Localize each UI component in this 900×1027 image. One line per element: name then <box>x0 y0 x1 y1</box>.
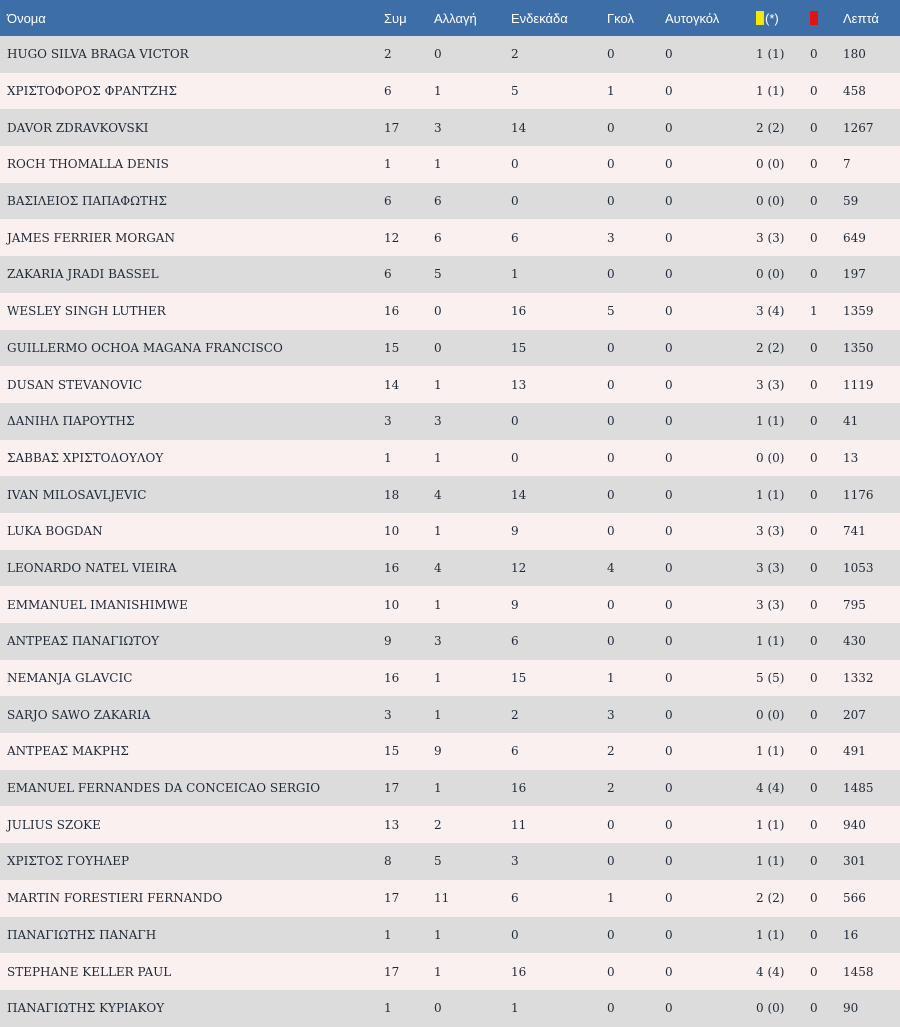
cell-substitutions: 1 <box>434 157 442 172</box>
cell-goals: 3 <box>607 707 615 722</box>
cell-appearances: 2 <box>384 47 392 62</box>
cell-substitutions: 9 <box>434 744 442 759</box>
cell-goals: 0 <box>607 377 615 392</box>
cell-own-goals: 0 <box>665 377 673 392</box>
cell-appearances: 10 <box>384 597 400 612</box>
table-row <box>0 843 900 880</box>
table-row <box>0 880 900 917</box>
cell-name: ΑΝΤΡΕΑΣ ΜΑΚΡΗΣ <box>7 744 129 759</box>
cell-substitutions: 0 <box>434 304 442 319</box>
table-header <box>0 0 900 36</box>
cell-minutes: 458 <box>843 84 866 99</box>
cell-starting: 1 <box>511 1001 519 1016</box>
cell-name: STEPHANE KELLER PAUL <box>7 964 172 979</box>
cell-substitutions: 4 <box>434 560 442 575</box>
cell-yellow-cards: 0 (0) <box>756 267 785 282</box>
cell-minutes: 491 <box>843 744 866 759</box>
table-row <box>0 109 900 146</box>
cell-starting: 0 <box>511 450 519 465</box>
cell-name: JULIUS SZOKE <box>7 817 101 832</box>
cell-name: IVAN MILOSAVLJEVIC <box>7 487 147 502</box>
table-row <box>0 660 900 697</box>
cell-minutes: 795 <box>843 597 866 612</box>
cell-minutes: 207 <box>843 707 866 722</box>
cell-goals: 1 <box>607 84 615 99</box>
cell-red-cards: 0 <box>810 157 818 172</box>
cell-appearances: 16 <box>384 671 400 686</box>
cell-appearances: 10 <box>384 524 400 539</box>
table-row <box>0 513 900 550</box>
cell-own-goals: 0 <box>665 854 673 869</box>
cell-minutes: 566 <box>843 891 866 906</box>
cell-red-cards: 0 <box>810 964 818 979</box>
cell-red-cards: 0 <box>810 781 818 796</box>
cell-minutes: 13 <box>843 450 859 465</box>
cell-substitutions: 1 <box>434 597 442 612</box>
table-row <box>0 146 900 183</box>
cell-minutes: 180 <box>843 47 866 62</box>
cell-starting: 6 <box>511 230 519 245</box>
cell-goals: 0 <box>607 157 615 172</box>
cell-own-goals: 0 <box>665 524 673 539</box>
cell-starting: 0 <box>511 157 519 172</box>
cell-own-goals: 0 <box>665 414 673 429</box>
cell-goals: 0 <box>607 267 615 282</box>
cell-goals: 2 <box>607 744 615 759</box>
table-row <box>0 73 900 110</box>
cell-name: ROCH THOMALLA DENIS <box>7 157 169 172</box>
cell-appearances: 8 <box>384 854 392 869</box>
cell-starting: 14 <box>511 120 527 135</box>
cell-red-cards: 0 <box>810 487 818 502</box>
cell-yellow-cards: 1 (1) <box>756 634 785 649</box>
cell-goals: 0 <box>607 854 615 869</box>
cell-substitutions: 1 <box>434 707 442 722</box>
table-row <box>0 219 900 256</box>
cell-goals: 0 <box>607 47 615 62</box>
cell-yellow-cards: 0 (0) <box>756 194 785 209</box>
cell-own-goals: 0 <box>665 634 673 649</box>
red-card-icon <box>810 11 818 25</box>
cell-goals: 5 <box>607 304 615 319</box>
cell-own-goals: 0 <box>665 781 673 796</box>
cell-red-cards: 0 <box>810 671 818 686</box>
cell-yellow-cards: 0 (0) <box>756 450 785 465</box>
cell-name: LEONARDO NATEL VIEIRA <box>7 560 177 575</box>
cell-substitutions: 5 <box>434 854 442 869</box>
cell-name: EMMANUEL IMANISHIMWE <box>7 597 188 612</box>
cell-minutes: 649 <box>843 230 866 245</box>
cell-appearances: 13 <box>384 817 400 832</box>
cell-yellow-cards: 3 (3) <box>756 230 785 245</box>
cell-minutes: 1332 <box>843 671 874 686</box>
cell-yellow-cards: 3 (3) <box>756 597 785 612</box>
cell-own-goals: 0 <box>665 597 673 612</box>
cell-goals: 0 <box>607 414 615 429</box>
cell-name: ΒΑΣΙΛΕΙΟΣ ΠΑΠΑΦΩΤΗΣ <box>7 194 168 209</box>
cell-name: DAVOR ZDRAVKOVSKI <box>7 120 149 135</box>
cell-red-cards: 0 <box>810 194 818 209</box>
cell-substitutions: 1 <box>434 927 442 942</box>
cell-name: ΧΡΙΣΤΟΦΟΡΟΣ ΦΡΑΝΤΖΗΣ <box>7 84 177 99</box>
cell-name: HUGO SILVA BRAGA VICTOR <box>7 47 189 62</box>
cell-appearances: 16 <box>384 304 400 319</box>
cell-starting: 2 <box>511 47 519 62</box>
cell-minutes: 7 <box>843 157 851 172</box>
cell-red-cards: 0 <box>810 414 818 429</box>
cell-substitutions: 3 <box>434 120 442 135</box>
cell-own-goals: 0 <box>665 964 673 979</box>
table-row <box>0 366 900 403</box>
cell-own-goals: 0 <box>665 891 673 906</box>
cell-own-goals: 0 <box>665 927 673 942</box>
cell-red-cards: 0 <box>810 891 818 906</box>
cell-starting: 2 <box>511 707 519 722</box>
cell-yellow-cards: 2 (2) <box>756 891 785 906</box>
cell-minutes: 1176 <box>843 487 874 502</box>
header-row <box>0 0 900 36</box>
cell-name: ΔΑΝΙΗΛ ΠΑΡΟΥΤΗΣ <box>7 414 135 429</box>
cell-own-goals: 0 <box>665 340 673 355</box>
cell-substitutions: 1 <box>434 524 442 539</box>
cell-name: ZAKARIA JRADI BASSEL <box>7 267 159 282</box>
cell-yellow-cards: 3 (3) <box>756 560 785 575</box>
cell-substitutions: 0 <box>434 340 442 355</box>
cell-red-cards: 1 <box>810 304 818 319</box>
cell-goals: 4 <box>607 560 615 575</box>
cell-appearances: 15 <box>384 744 400 759</box>
cell-goals: 0 <box>607 340 615 355</box>
cell-appearances: 1 <box>384 450 392 465</box>
cell-yellow-cards: 1 (1) <box>756 487 785 502</box>
cell-name: ΧΡΙΣΤΟΣ ΓΟΥΗΛΕΡ <box>7 854 130 869</box>
cell-yellow-cards: 3 (4) <box>756 304 785 319</box>
cell-name: ΠΑΝΑΓΙΩΤΗΣ ΚΥΡΙΑΚΟΥ <box>7 1001 165 1016</box>
cell-yellow-cards: 0 (0) <box>756 1001 785 1016</box>
cell-own-goals: 0 <box>665 47 673 62</box>
table-row <box>0 256 900 293</box>
cell-starting: 16 <box>511 781 527 796</box>
cell-red-cards: 0 <box>810 377 818 392</box>
table-row <box>0 990 900 1027</box>
table-row <box>0 623 900 660</box>
cell-minutes: 59 <box>843 194 859 209</box>
cell-own-goals: 0 <box>665 817 673 832</box>
cell-yellow-cards: 2 (2) <box>756 340 785 355</box>
cell-goals: 0 <box>607 927 615 942</box>
cell-name: ΑΝΤΡΕΑΣ ΠΑΝΑΓΙΩΤΟΥ <box>7 634 160 649</box>
cell-red-cards: 0 <box>810 597 818 612</box>
cell-yellow-cards: 3 (3) <box>756 524 785 539</box>
cell-minutes: 1359 <box>843 304 874 319</box>
cell-substitutions: 1 <box>434 450 442 465</box>
cell-appearances: 12 <box>384 230 400 245</box>
cell-starting: 9 <box>511 524 519 539</box>
header-name[interactable]: Όνομα <box>7 10 46 26</box>
cell-appearances: 16 <box>384 560 400 575</box>
cell-yellow-cards: 1 (1) <box>756 84 785 99</box>
cell-name: GUILLERMO OCHOA MAGANA FRANCISCO <box>7 340 283 355</box>
cell-red-cards: 0 <box>810 340 818 355</box>
cell-yellow-cards: 1 (1) <box>756 854 785 869</box>
table-row <box>0 733 900 770</box>
cell-appearances: 3 <box>384 414 392 429</box>
cell-own-goals: 0 <box>665 1001 673 1016</box>
cell-starting: 9 <box>511 597 519 612</box>
cell-starting: 15 <box>511 671 527 686</box>
header-yellow-suffix: (*) <box>765 10 779 26</box>
header-substitutions[interactable]: Αλλαγή <box>434 10 477 26</box>
cell-appearances: 3 <box>384 707 392 722</box>
cell-minutes: 90 <box>843 1001 859 1016</box>
cell-minutes: 1053 <box>843 560 874 575</box>
cell-name: JAMES FERRIER MORGAN <box>7 230 175 245</box>
cell-starting: 6 <box>511 744 519 759</box>
cell-starting: 11 <box>511 817 527 832</box>
table-row <box>0 953 900 990</box>
cell-red-cards: 0 <box>810 524 818 539</box>
cell-red-cards: 0 <box>810 560 818 575</box>
cell-yellow-cards: 3 (3) <box>756 377 785 392</box>
cell-appearances: 17 <box>384 891 400 906</box>
cell-appearances: 18 <box>384 487 400 502</box>
cell-goals: 0 <box>607 597 615 612</box>
cell-appearances: 17 <box>384 964 400 979</box>
yellow-card-icon <box>756 11 764 25</box>
cell-appearances: 9 <box>384 634 392 649</box>
cell-minutes: 430 <box>843 634 866 649</box>
cell-minutes: 1119 <box>843 377 874 392</box>
cell-own-goals: 0 <box>665 560 673 575</box>
cell-minutes: 1267 <box>843 120 874 135</box>
cell-starting: 0 <box>511 194 519 209</box>
cell-appearances: 6 <box>384 194 392 209</box>
cell-goals: 3 <box>607 230 615 245</box>
table-row <box>0 550 900 587</box>
cell-minutes: 741 <box>843 524 866 539</box>
cell-name: ΠΑΝΑΓΙΩΤΗΣ ΠΑΝΑΓΗ <box>7 927 157 942</box>
header-red-cards[interactable] <box>810 0 843 36</box>
cell-appearances: 1 <box>384 1001 392 1016</box>
cell-own-goals: 0 <box>665 84 673 99</box>
cell-red-cards: 0 <box>810 634 818 649</box>
cell-minutes: 1485 <box>843 781 874 796</box>
cell-minutes: 940 <box>843 817 866 832</box>
cell-goals: 1 <box>607 671 615 686</box>
cell-goals: 0 <box>607 634 615 649</box>
cell-own-goals: 0 <box>665 450 673 465</box>
cell-yellow-cards: 2 (2) <box>756 120 785 135</box>
cell-goals: 0 <box>607 964 615 979</box>
cell-minutes: 301 <box>843 854 866 869</box>
header-yellow-cards[interactable] <box>756 0 810 36</box>
cell-starting: 0 <box>511 927 519 942</box>
cell-substitutions: 3 <box>434 414 442 429</box>
cell-substitutions: 1 <box>434 84 442 99</box>
cell-goals: 0 <box>607 817 615 832</box>
cell-starting: 6 <box>511 891 519 906</box>
cell-substitutions: 4 <box>434 487 442 502</box>
table-row <box>0 806 900 843</box>
cell-starting: 16 <box>511 964 527 979</box>
cell-starting: 5 <box>511 84 519 99</box>
cell-yellow-cards: 1 (1) <box>756 47 785 62</box>
cell-substitutions: 0 <box>434 1001 442 1016</box>
cell-minutes: 1350 <box>843 340 874 355</box>
cell-yellow-cards: 1 (1) <box>756 744 785 759</box>
header-starting[interactable]: Ενδεκάδα <box>511 10 568 26</box>
cell-goals: 0 <box>607 450 615 465</box>
cell-own-goals: 0 <box>665 120 673 135</box>
cell-substitutions: 2 <box>434 817 442 832</box>
cell-starting: 3 <box>511 854 519 869</box>
cell-substitutions: 6 <box>434 194 442 209</box>
cell-own-goals: 0 <box>665 744 673 759</box>
cell-appearances: 14 <box>384 377 400 392</box>
cell-appearances: 1 <box>384 157 392 172</box>
cell-yellow-cards: 0 (0) <box>756 157 785 172</box>
cell-own-goals: 0 <box>665 194 673 209</box>
cell-appearances: 17 <box>384 781 400 796</box>
cell-starting: 15 <box>511 340 527 355</box>
cell-minutes: 16 <box>843 927 859 942</box>
header-goals[interactable]: Γκολ <box>607 10 634 26</box>
cell-substitutions: 11 <box>434 891 450 906</box>
cell-red-cards: 0 <box>810 230 818 245</box>
cell-red-cards: 0 <box>810 707 818 722</box>
cell-own-goals: 0 <box>665 707 673 722</box>
table-row <box>0 476 900 513</box>
table-row <box>0 770 900 807</box>
cell-own-goals: 0 <box>665 230 673 245</box>
cell-name: NEMANJA GLAVCIC <box>7 671 133 686</box>
cell-goals: 0 <box>607 194 615 209</box>
cell-name: LUKA BOGDAN <box>7 524 103 539</box>
cell-red-cards: 0 <box>810 120 818 135</box>
table-row <box>0 917 900 954</box>
cell-appearances: 15 <box>384 340 400 355</box>
cell-goals: 0 <box>607 487 615 502</box>
cell-own-goals: 0 <box>665 267 673 282</box>
cell-starting: 14 <box>511 487 527 502</box>
table-row <box>0 183 900 220</box>
cell-starting: 1 <box>511 267 519 282</box>
cell-name: ΣΑΒΒΑΣ ΧΡΙΣΤΟΔΟΥΛΟΥ <box>7 450 164 465</box>
cell-yellow-cards: 1 (1) <box>756 927 785 942</box>
cell-red-cards: 0 <box>810 84 818 99</box>
table-row <box>0 330 900 367</box>
table-body <box>0 36 900 1027</box>
cell-name: EMANUEL FERNANDES DA CONCEICAO SERGIO <box>7 781 321 796</box>
cell-minutes: 197 <box>843 267 866 282</box>
cell-yellow-cards: 1 (1) <box>756 817 785 832</box>
cell-red-cards: 0 <box>810 927 818 942</box>
cell-starting: 13 <box>511 377 527 392</box>
cell-own-goals: 0 <box>665 487 673 502</box>
cell-red-cards: 0 <box>810 450 818 465</box>
cell-name: SARJO SAWO ZAKARIA <box>7 707 151 722</box>
cell-name: DUSAN STEVANOVIC <box>7 377 143 392</box>
cell-starting: 16 <box>511 304 527 319</box>
cell-starting: 6 <box>511 634 519 649</box>
cell-goals: 1 <box>607 891 615 906</box>
cell-starting: 12 <box>511 560 527 575</box>
cell-substitutions: 1 <box>434 964 442 979</box>
cell-yellow-cards: 1 (1) <box>756 414 785 429</box>
cell-yellow-cards: 5 (5) <box>756 671 785 686</box>
table-row <box>0 36 900 73</box>
cell-name: MARTIN FORESTIERI FERNANDO <box>7 891 223 906</box>
cell-yellow-cards: 4 (4) <box>756 964 785 979</box>
cell-red-cards: 0 <box>810 47 818 62</box>
cell-red-cards: 0 <box>810 267 818 282</box>
table-row <box>0 403 900 440</box>
cell-red-cards: 0 <box>810 1001 818 1016</box>
cell-own-goals: 0 <box>665 671 673 686</box>
cell-yellow-cards: 4 (4) <box>756 781 785 796</box>
table-row <box>0 586 900 623</box>
table-row <box>0 293 900 330</box>
table-row <box>0 696 900 733</box>
cell-substitutions: 0 <box>434 47 442 62</box>
cell-red-cards: 0 <box>810 744 818 759</box>
cell-starting: 0 <box>511 414 519 429</box>
cell-substitutions: 1 <box>434 377 442 392</box>
cell-yellow-cards: 0 (0) <box>756 707 785 722</box>
cell-goals: 2 <box>607 781 615 796</box>
cell-own-goals: 0 <box>665 304 673 319</box>
cell-goals: 0 <box>607 1001 615 1016</box>
header-minutes[interactable]: Λεπτά <box>843 10 879 26</box>
cell-appearances: 6 <box>384 267 392 282</box>
header-own-goals[interactable]: Αυτογκόλ <box>665 10 720 26</box>
header-appearances[interactable]: Συμ <box>384 10 407 26</box>
cell-own-goals: 0 <box>665 157 673 172</box>
table-row <box>0 440 900 477</box>
cell-goals: 0 <box>607 524 615 539</box>
cell-goals: 0 <box>607 120 615 135</box>
cell-substitutions: 3 <box>434 634 442 649</box>
cell-minutes: 41 <box>843 414 859 429</box>
cell-minutes: 1458 <box>843 964 874 979</box>
cell-substitutions: 1 <box>434 671 442 686</box>
cell-appearances: 17 <box>384 120 400 135</box>
cell-name: WESLEY SINGH LUTHER <box>7 304 166 319</box>
cell-substitutions: 5 <box>434 267 442 282</box>
cell-appearances: 6 <box>384 84 392 99</box>
cell-red-cards: 0 <box>810 817 818 832</box>
cell-substitutions: 6 <box>434 230 442 245</box>
cell-substitutions: 1 <box>434 781 442 796</box>
cell-red-cards: 0 <box>810 854 818 869</box>
cell-appearances: 1 <box>384 927 392 942</box>
